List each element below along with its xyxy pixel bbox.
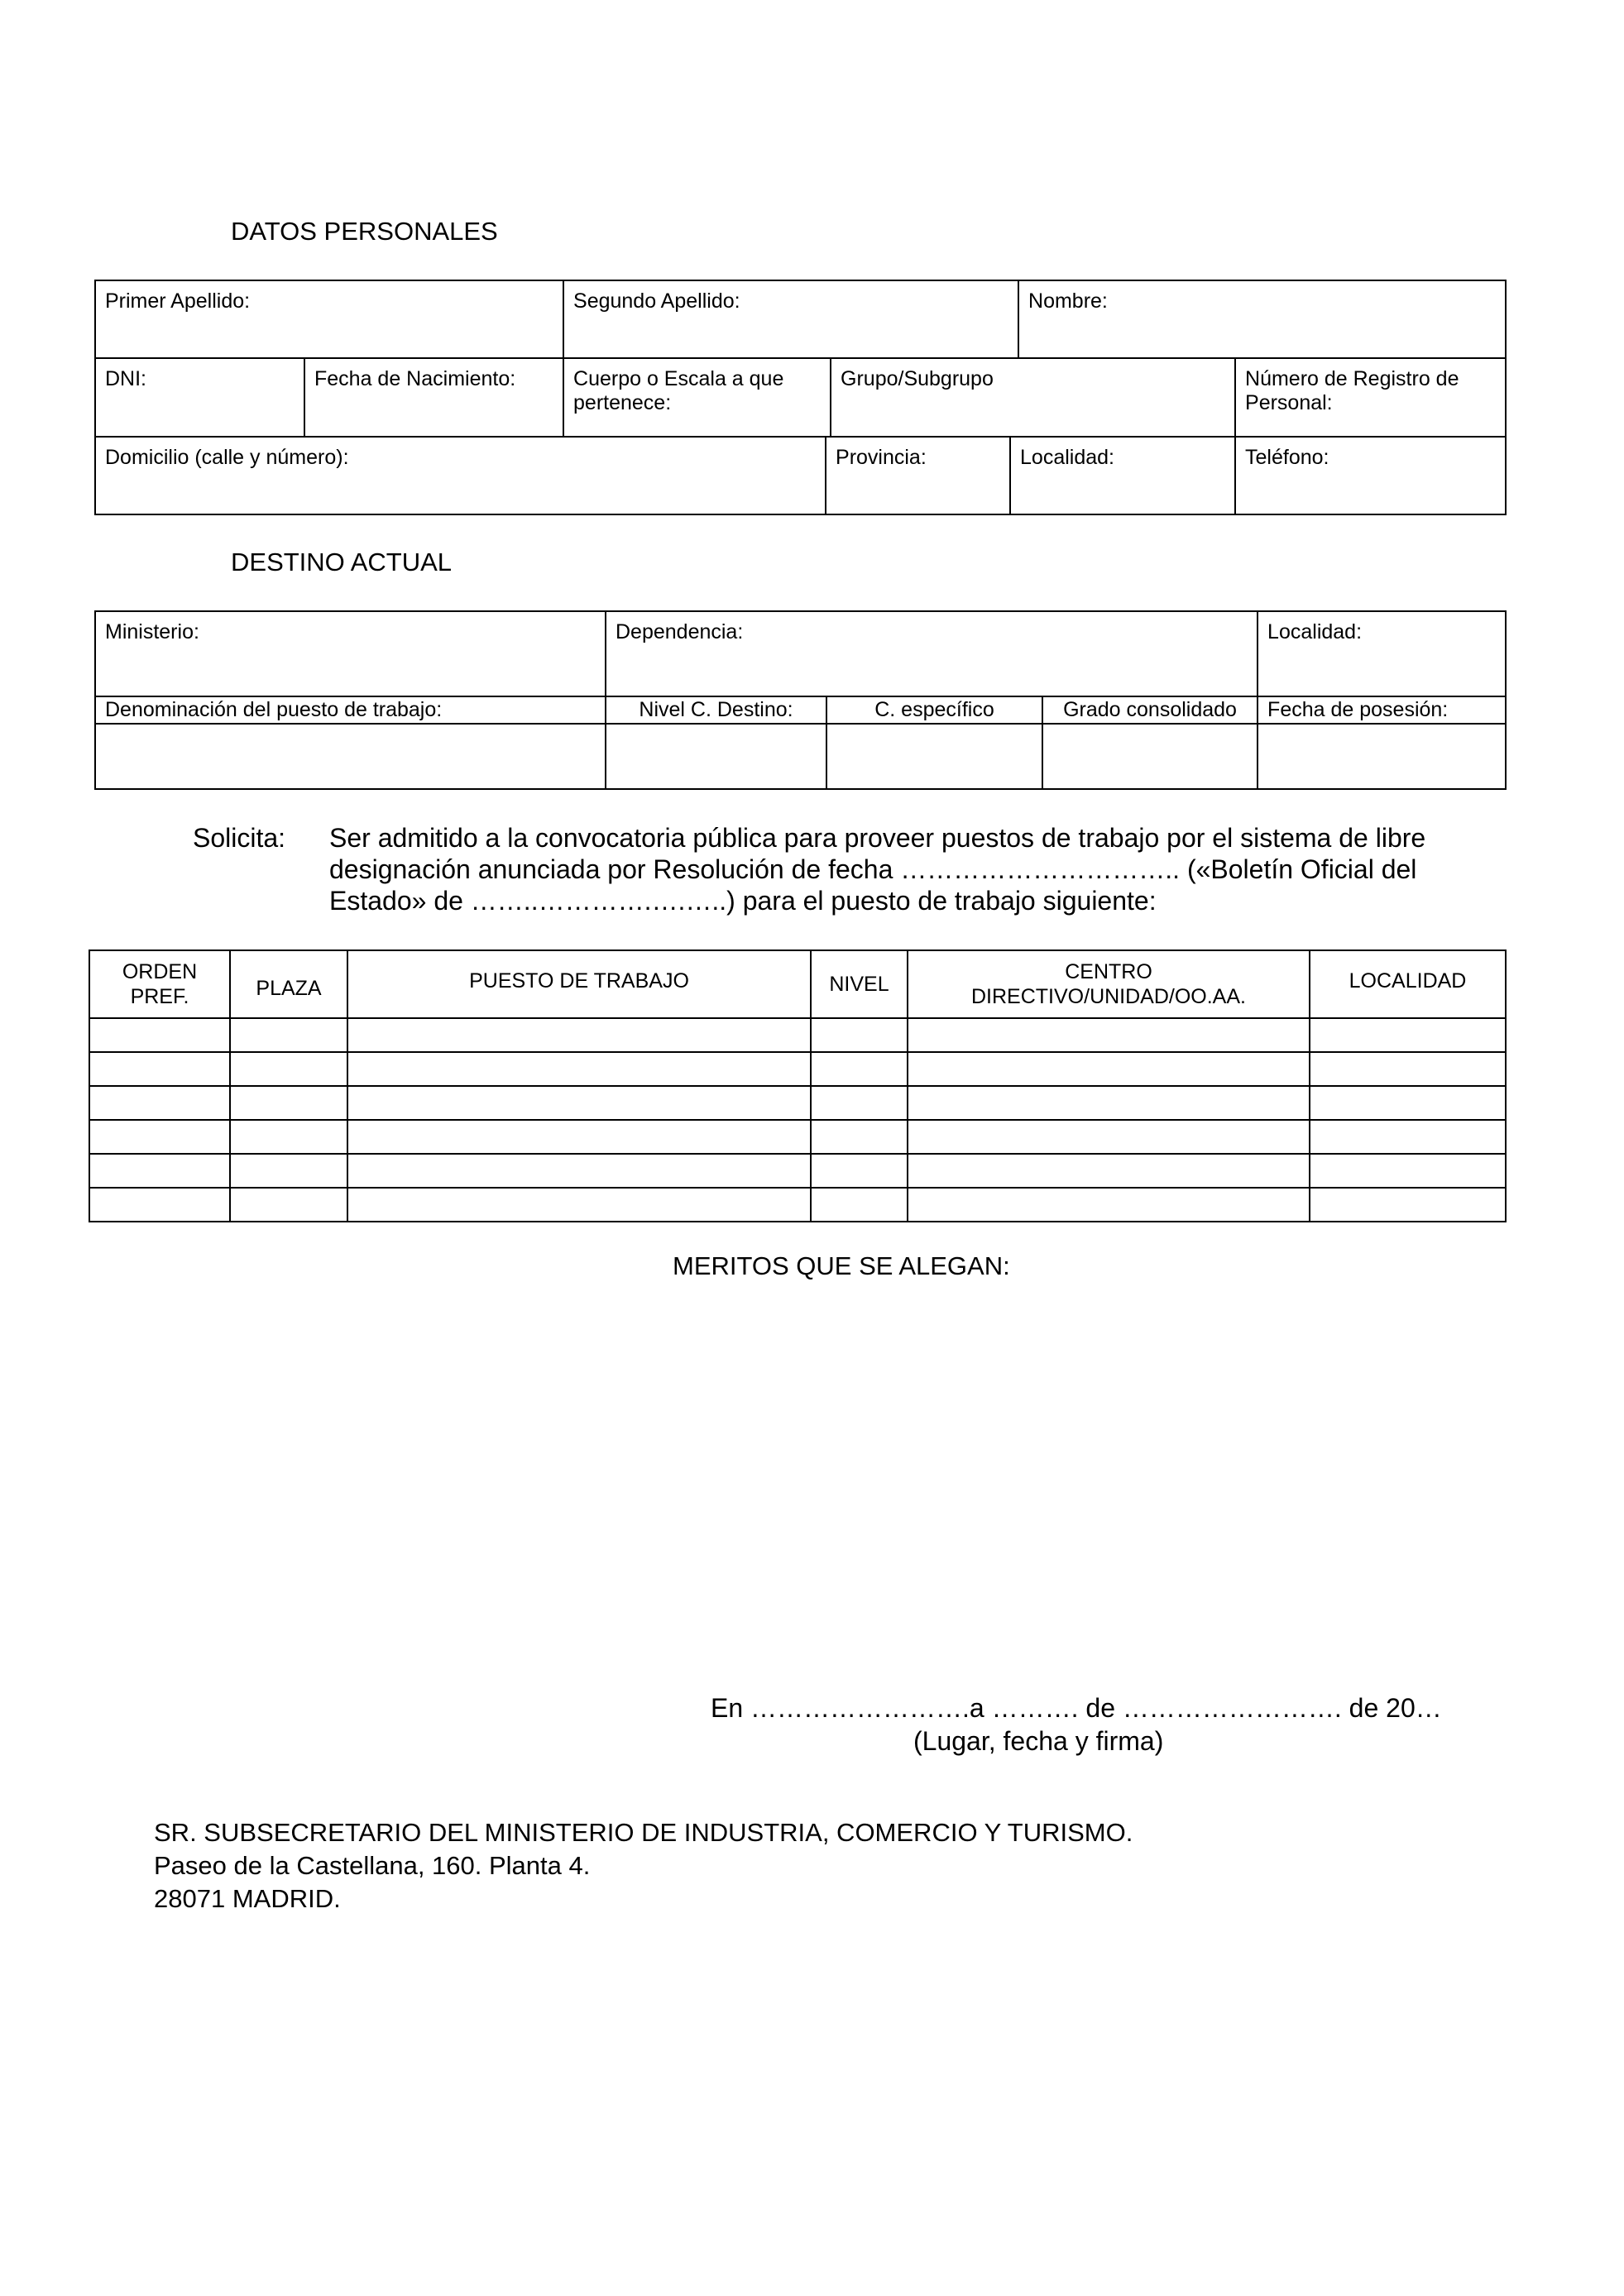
label-primer-apellido: Primer Apellido: — [105, 289, 251, 313]
signature-caption: (Lugar, fecha y firma) — [913, 1726, 1164, 1756]
label-localidad: Localidad: — [1020, 446, 1114, 469]
cell-centro[interactable] — [908, 1154, 1310, 1188]
field-registro-personal[interactable] — [1235, 358, 1506, 437]
header-localidad: LOCALIDAD — [1310, 950, 1506, 1018]
header-nivel: NIVEL — [811, 950, 908, 1018]
field-cuerpo-escala[interactable] — [563, 358, 831, 437]
cell-localidad[interactable] — [1310, 1052, 1506, 1086]
cell-plaza[interactable] — [230, 1052, 347, 1086]
input-nivel-destino[interactable] — [606, 724, 826, 789]
table-row — [89, 1086, 1506, 1120]
table-row — [89, 1052, 1506, 1086]
cell-nivel[interactable] — [811, 1154, 908, 1188]
solicita-label: Solicita: — [193, 823, 286, 853]
field-nombre[interactable] — [1018, 280, 1506, 358]
header-centro: CENTRO DIRECTIVO/UNIDAD/OO.AA. — [908, 950, 1310, 1018]
cell-centro[interactable] — [908, 1188, 1310, 1222]
cell-plaza[interactable] — [230, 1018, 347, 1052]
cell-nivel[interactable] — [811, 1188, 908, 1222]
cell-puesto[interactable] — [347, 1188, 811, 1222]
label-dni: DNI: — [105, 367, 146, 390]
cell-orden[interactable] — [89, 1018, 230, 1052]
field-fecha-nacimiento[interactable] — [304, 358, 563, 437]
cell-localidad[interactable] — [1310, 1120, 1506, 1154]
input-complemento-especifico[interactable] — [826, 724, 1042, 789]
header-plaza: PLAZA — [230, 950, 347, 1018]
label-denominacion: Denominación del puesto de trabajo: — [95, 696, 606, 724]
cell-centro[interactable] — [908, 1018, 1310, 1052]
label-grado-consolidado: Grado consolidado — [1042, 696, 1258, 724]
label-dependencia: Dependencia: — [616, 620, 744, 643]
section-title-destino: DESTINO ACTUAL — [231, 548, 452, 576]
cell-localidad[interactable] — [1310, 1018, 1506, 1052]
field-telefono[interactable] — [1235, 437, 1506, 514]
solicita-text — [329, 822, 1481, 916]
cell-centro[interactable] — [908, 1052, 1310, 1086]
table-row — [89, 1188, 1506, 1222]
plazas-table — [89, 949, 1507, 1222]
cell-orden[interactable] — [89, 1188, 230, 1222]
label-cuerpo-escala: Cuerpo o Escala a que pertenece: — [573, 367, 784, 414]
solicita-line-3: Estado» de ……..………….….…..) para el puesto de trabajo siguiente: — [329, 886, 1157, 916]
input-denominacion[interactable] — [95, 724, 606, 789]
cell-orden[interactable] — [89, 1086, 230, 1120]
signature-date-line: En …………………….a ………. de ……………………. de 20… — [711, 1693, 1442, 1723]
table-row — [89, 1154, 1506, 1188]
cell-puesto[interactable] — [347, 1018, 811, 1052]
cell-nivel[interactable] — [811, 1018, 908, 1052]
field-dependencia[interactable] — [606, 611, 1258, 696]
label-nombre: Nombre: — [1028, 289, 1108, 313]
label-domicilio: Domicilio (calle y número): — [105, 446, 349, 469]
label-localidad-destino: Localidad: — [1267, 620, 1363, 643]
label-grupo-subgrupo: Grupo/Subgrupo — [841, 367, 994, 390]
cell-puesto[interactable] — [347, 1052, 811, 1086]
field-segundo-apellido[interactable] — [563, 280, 1018, 358]
label-complemento-especifico: C. específico — [826, 696, 1042, 724]
cell-orden[interactable] — [89, 1154, 230, 1188]
cell-localidad[interactable] — [1310, 1154, 1506, 1188]
label-fecha-nacimiento: Fecha de Nacimiento: — [314, 367, 516, 390]
section-title-meritos: MERITOS QUE SE ALEGAN: — [673, 1251, 1010, 1280]
field-localidad-destino[interactable] — [1258, 611, 1506, 696]
addressee-block — [154, 1816, 1133, 1916]
cell-localidad[interactable] — [1310, 1188, 1506, 1222]
cell-orden[interactable] — [89, 1052, 230, 1086]
cell-nivel[interactable] — [811, 1086, 908, 1120]
solicita-line-2: designación anunciada por Resolución de fecha ………………………….. («Boletín Oficial del — [329, 854, 1417, 884]
cell-centro[interactable] — [908, 1086, 1310, 1120]
label-ministerio: Ministerio: — [105, 620, 199, 643]
label-segundo-apellido: Segundo Apellido: — [573, 289, 740, 313]
header-orden-pref: ORDEN PREF. — [89, 950, 230, 1018]
header-puesto: PUESTO DE TRABAJO — [347, 950, 811, 1018]
field-domicilio[interactable] — [95, 437, 826, 514]
label-registro-personal: Número de Registro de Personal: — [1245, 367, 1459, 414]
field-grupo-subgrupo[interactable] — [831, 358, 1235, 437]
field-provincia[interactable] — [826, 437, 1010, 514]
field-ministerio[interactable] — [95, 611, 606, 696]
label-fecha-posesion: Fecha de posesión: — [1258, 696, 1506, 724]
label-nivel-destino: Nivel C. Destino: — [606, 696, 826, 724]
input-grado-consolidado[interactable] — [1042, 724, 1258, 789]
field-localidad[interactable] — [1010, 437, 1235, 514]
table-row — [89, 1120, 1506, 1154]
field-primer-apellido[interactable] — [95, 280, 563, 358]
addressee-line-2: Paseo de la Castellana, 160. Planta 4. — [154, 1851, 591, 1880]
addressee-line-1: SR. SUBSECRETARIO DEL MINISTERIO DE INDUSTRIA, COMERCIO Y TURISMO. — [154, 1818, 1133, 1847]
field-dni[interactable] — [95, 358, 304, 437]
cell-puesto[interactable] — [347, 1154, 811, 1188]
cell-plaza[interactable] — [230, 1120, 347, 1154]
cell-plaza[interactable] — [230, 1154, 347, 1188]
cell-puesto[interactable] — [347, 1086, 811, 1120]
label-provincia: Provincia: — [836, 446, 927, 469]
cell-puesto[interactable] — [347, 1120, 811, 1154]
solicita-line-1: Ser admitido a la convocatoria pública para proveer puestos de trabajo por el sistema de libre — [329, 823, 1426, 853]
input-fecha-posesion[interactable] — [1258, 724, 1506, 789]
table-row — [89, 1018, 1506, 1052]
cell-localidad[interactable] — [1310, 1086, 1506, 1120]
cell-orden[interactable] — [89, 1120, 230, 1154]
cell-nivel[interactable] — [811, 1120, 908, 1154]
cell-plaza[interactable] — [230, 1086, 347, 1120]
cell-nivel[interactable] — [811, 1052, 908, 1086]
label-telefono: Teléfono: — [1245, 446, 1329, 469]
section-title-personal: DATOS PERSONALES — [231, 217, 498, 246]
personal-data-table — [94, 280, 1507, 515]
cell-centro[interactable] — [908, 1120, 1310, 1154]
addressee-line-3: 28071 MADRID. — [154, 1884, 341, 1913]
destino-table — [94, 610, 1507, 790]
cell-plaza[interactable] — [230, 1188, 347, 1222]
